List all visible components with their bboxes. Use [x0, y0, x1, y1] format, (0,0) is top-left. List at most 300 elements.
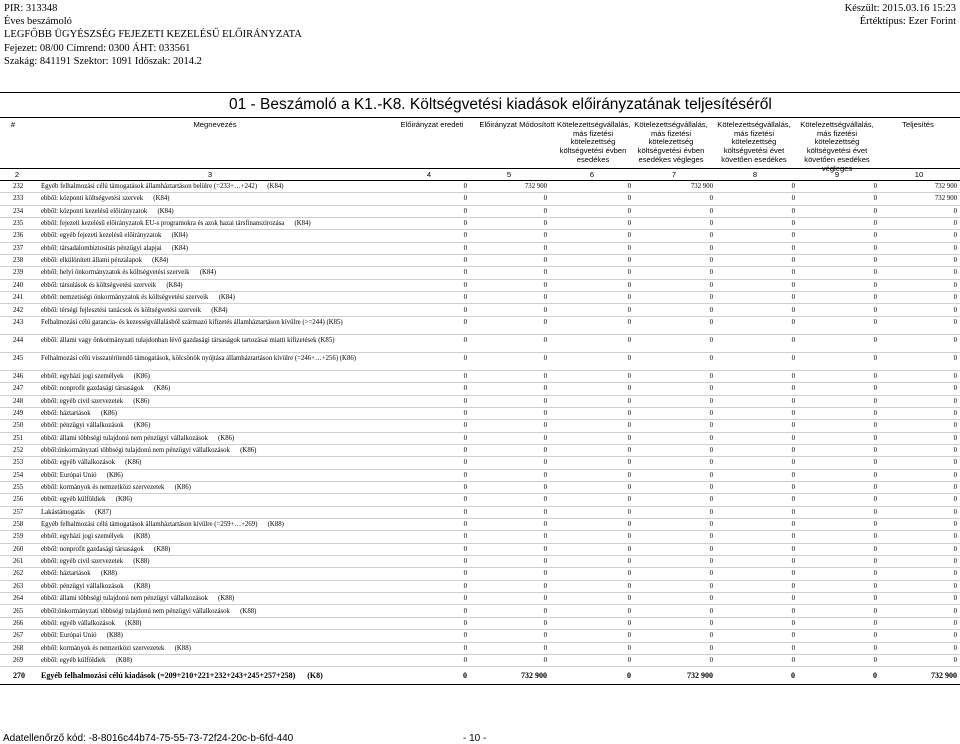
row-value: 0 [953, 582, 957, 590]
row-number: 252 [13, 446, 24, 454]
table-row [0, 643, 960, 655]
row-value: 0 [543, 484, 547, 491]
row-value: 0 [791, 632, 795, 640]
row-value: 0 [463, 545, 467, 553]
row-value: 0 [543, 294, 547, 302]
title-rule [0, 117, 960, 118]
row-value: 0 [953, 207, 957, 215]
row-value: 0 [627, 183, 631, 190]
row-value: 0 [463, 459, 467, 467]
row-number: 261 [13, 558, 24, 566]
row-description: ebből: egyházi jogi személyek (K86) [41, 372, 150, 380]
row-value: 0 [791, 336, 795, 344]
col-number: 7 [671, 170, 677, 179]
row-value: 0 [543, 521, 547, 529]
row-value: 0 [627, 496, 631, 504]
row-value: 0 [873, 582, 877, 590]
row-value: 0 [953, 459, 957, 467]
row-value: 0 [627, 409, 631, 417]
row-value: 0 [709, 336, 713, 344]
table-row [0, 353, 960, 371]
row-value: 0 [543, 336, 547, 344]
row-value: 0 [463, 397, 467, 405]
row-value: 0 [953, 422, 957, 430]
col-number: 4 [426, 170, 432, 179]
table-row [0, 433, 960, 445]
row-value: 0 [463, 644, 467, 652]
table-row [0, 206, 960, 218]
row-value: 0 [463, 434, 467, 442]
row-value: 0 [627, 294, 631, 302]
row-description: ebből: pénzügyi vállalkozások (K88) [41, 582, 151, 590]
row-value: 0 [463, 422, 467, 430]
row-value: 0 [709, 656, 713, 664]
row-value: 0 [463, 354, 467, 362]
row-value: 0 [953, 232, 957, 240]
row-value: 0 [627, 422, 631, 430]
row-value: 0 [627, 220, 631, 228]
row-number: 241 [13, 294, 24, 302]
row-value: 0 [463, 269, 467, 277]
table-row [0, 593, 960, 605]
row-value: 0 [627, 471, 631, 479]
row-value: 0 [791, 354, 795, 362]
row-value: 0 [463, 409, 467, 417]
row-number: 270 [13, 671, 25, 681]
row-value: 0 [543, 496, 547, 504]
row-value: 0 [627, 459, 631, 467]
row-value: 0 [463, 220, 467, 228]
row-description: ebből: helyi önkormányzatok és költségvetési szerveik (K84) [41, 269, 216, 277]
row-number: 255 [13, 484, 24, 491]
row-value: 0 [791, 269, 795, 277]
row-description: ebből: központi kezelésű előirányzatok (K84) [41, 207, 174, 215]
row-value: 0 [953, 558, 957, 566]
row-value: 0 [873, 183, 877, 190]
row-description: ebből: egyéb külföldiek (K86) [41, 496, 132, 504]
table-row [0, 267, 960, 279]
row-description: Egyéb felhalmozási célú kiadások (=209+210+221+232+243+245+257+258) (K8) [41, 671, 323, 681]
row-value: 0 [543, 595, 547, 603]
row-value: 0 [463, 656, 467, 664]
row-value: 0 [543, 318, 547, 326]
row-value: 0 [873, 656, 877, 664]
row-value: 0 [463, 281, 467, 289]
row-value: 0 [543, 385, 547, 393]
row-description: ebből: pénzügyi vállalkozások (K86) [41, 422, 151, 430]
row-value: 0 [791, 619, 795, 627]
row-value: 0 [873, 595, 877, 603]
table-row [0, 193, 960, 205]
table-row [0, 292, 960, 304]
table-row [0, 408, 960, 420]
row-value: 0 [791, 533, 795, 541]
row-value: 0 [791, 471, 795, 479]
row-value: 0 [463, 607, 467, 615]
row-number: 240 [13, 281, 24, 289]
row-description: ebből: társulások és költségvetési szerveik (K84) [41, 281, 183, 289]
row-value: 0 [463, 244, 467, 252]
row-value: 732 900 [690, 183, 713, 190]
row-number: 250 [13, 422, 24, 430]
table-row [0, 568, 960, 580]
row-value: 0 [463, 671, 467, 681]
row-value: 0 [873, 220, 877, 228]
row-value: 0 [463, 372, 467, 380]
row-value: 0 [463, 446, 467, 454]
row-description: ebből: állami vagy önkormányzati tulajdonban lévő gazdasági társaságok tartozásai miatti kifizetések (K85) [41, 336, 335, 344]
row-value: 0 [543, 632, 547, 640]
report-header-left [4, 2, 302, 68]
row-value: 0 [463, 619, 467, 627]
row-value: 0 [463, 257, 467, 265]
row-value: 0 [953, 484, 957, 491]
row-description: ebből: térségi fejlesztési tanácsok és költségvetési szerveik (K84) [41, 306, 228, 314]
row-value: 0 [953, 318, 957, 326]
row-value: 0 [873, 207, 877, 215]
row-value: 0 [543, 446, 547, 454]
table-row [0, 335, 960, 353]
row-value: 0 [543, 533, 547, 541]
col-number: 2 [14, 170, 20, 179]
row-value: 0 [873, 232, 877, 240]
row-value: 0 [543, 434, 547, 442]
row-value: 0 [873, 545, 877, 553]
row-value: 0 [953, 644, 957, 652]
row-value: 0 [953, 570, 957, 578]
table-row [0, 544, 960, 556]
row-value: 0 [953, 446, 957, 454]
row-value: 0 [873, 434, 877, 442]
row-value: 0 [953, 619, 957, 627]
table-row [0, 445, 960, 457]
row-value: 0 [463, 183, 467, 190]
row-value: 0 [709, 632, 713, 640]
row-number: 233 [13, 195, 24, 203]
row-value: 0 [709, 508, 713, 516]
row-value: 0 [791, 232, 795, 240]
row-description: ebből:önkormányzati többségi tulajdonú nem pénzügyi vállalkozások (K88) [41, 607, 257, 615]
row-value: 0 [543, 207, 547, 215]
row-value: 0 [709, 306, 713, 314]
row-value: 0 [953, 533, 957, 541]
row-value: 0 [543, 397, 547, 405]
row-value: 0 [709, 207, 713, 215]
row-value: 0 [543, 619, 547, 627]
row-value: 0 [791, 644, 795, 652]
row-value: 0 [627, 385, 631, 393]
table-row [0, 243, 960, 255]
row-value: 0 [791, 318, 795, 326]
row-value: 0 [791, 183, 795, 190]
row-value: 732 900 [687, 671, 713, 681]
row-value: 0 [953, 471, 957, 479]
row-value: 0 [463, 508, 467, 516]
row-value: 0 [463, 318, 467, 326]
row-value: 0 [627, 570, 631, 578]
table-row [0, 655, 960, 667]
row-value: 0 [791, 607, 795, 615]
table-row [0, 494, 960, 506]
row-description: ebből: egyéb külföldiek (K88) [41, 656, 132, 664]
row-value: 0 [873, 244, 877, 252]
row-value: 0 [463, 232, 467, 240]
row-value: 0 [627, 306, 631, 314]
row-value: 0 [873, 471, 877, 479]
row-value: 0 [709, 294, 713, 302]
row-value: 0 [543, 570, 547, 578]
row-value: 0 [627, 607, 631, 615]
row-value: 0 [791, 422, 795, 430]
row-value: 0 [953, 244, 957, 252]
row-value: 0 [873, 671, 877, 681]
row-number: 242 [13, 306, 24, 314]
row-description: Lakástámogatás (K87) [41, 508, 112, 516]
row-description: ebből: állami többségi tulajdonú nem pénzügyi vállalkozások (K88) [41, 595, 235, 603]
row-value: 0 [791, 257, 795, 265]
row-value: 0 [709, 257, 713, 265]
row-number: 268 [13, 644, 24, 652]
row-value: 0 [791, 220, 795, 228]
row-value: 0 [543, 422, 547, 430]
row-value: 0 [709, 545, 713, 553]
row-value: 0 [463, 570, 467, 578]
row-value: 0 [709, 354, 713, 362]
page-title: 01 - Beszámoló a K1.-K8. Költségvetési kiadások előirányzatának teljesítéséről [229, 96, 772, 113]
row-value: 0 [791, 294, 795, 302]
row-value: 0 [953, 372, 957, 380]
row-value: 0 [953, 434, 957, 442]
pir-id: PIR: 313348 [4, 3, 58, 14]
row-description: Egyéb felhalmozási célú támogatások államháztartáson belülre (=233+…+242) (K84) [41, 183, 284, 190]
row-value: 0 [543, 257, 547, 265]
row-value: 0 [873, 459, 877, 467]
row-description: ebből: háztartások (K86) [41, 409, 118, 417]
row-value: 0 [463, 471, 467, 479]
row-value: 0 [873, 521, 877, 529]
row-value: 0 [543, 582, 547, 590]
row-description: Felhalmozási célú visszatérítendő támogatások, kölcsönök nyújtása államháztartáson kívülre (=246+…+256) (K86) [41, 354, 357, 362]
col-header-hash: # [10, 120, 16, 129]
row-value: 0 [463, 336, 467, 344]
row-value: 0 [627, 558, 631, 566]
row-value: 0 [709, 269, 713, 277]
row-value: 0 [709, 372, 713, 380]
row-value: 0 [627, 372, 631, 380]
row-value: 0 [873, 484, 877, 491]
table-total-row [0, 667, 960, 685]
row-description: ebből:önkormányzati többségi tulajdonú nem pénzügyi vállalkozások (K86) [41, 446, 257, 454]
row-value: 0 [627, 619, 631, 627]
row-value: 0 [873, 294, 877, 302]
row-value: 0 [543, 644, 547, 652]
row-value: 0 [791, 582, 795, 590]
row-value: 0 [873, 570, 877, 578]
col-number: 10 [914, 170, 924, 179]
row-value: 0 [791, 244, 795, 252]
row-value: 0 [791, 484, 795, 491]
row-value: 0 [791, 570, 795, 578]
row-value: 0 [463, 521, 467, 529]
row-value: 0 [953, 257, 957, 265]
row-value: 0 [463, 195, 467, 203]
row-value: 0 [791, 496, 795, 504]
row-number: 263 [13, 582, 24, 590]
row-number: 256 [13, 496, 24, 504]
row-value: 0 [873, 533, 877, 541]
row-value: 0 [873, 281, 877, 289]
row-value: 0 [709, 570, 713, 578]
row-value: 0 [709, 619, 713, 627]
table-row [0, 630, 960, 642]
row-value: 0 [709, 446, 713, 454]
row-value: 0 [709, 471, 713, 479]
row-number: 248 [13, 397, 24, 405]
created-timestamp: Készült: 2015.03.16 15:23 [844, 3, 956, 14]
row-value: 0 [873, 422, 877, 430]
row-value: 0 [953, 306, 957, 314]
row-value: 0 [709, 582, 713, 590]
table-row [0, 305, 960, 317]
row-value: 0 [463, 558, 467, 566]
row-value: 0 [953, 545, 957, 553]
row-description: ebből: egyéb fejezeti kezelésű előirányzatok (K84) [41, 232, 188, 240]
row-description: ebből: egyéb vállalkozások (K86) [41, 459, 142, 467]
row-value: 0 [627, 244, 631, 252]
row-description: ebből: egyéb vállalkozások (K88) [41, 619, 142, 627]
row-value: 0 [463, 582, 467, 590]
row-value: 0 [873, 607, 877, 615]
row-value: 0 [791, 446, 795, 454]
col-number: 3 [207, 170, 213, 179]
row-value: 0 [873, 306, 877, 314]
row-value: 0 [791, 397, 795, 405]
row-value: 0 [709, 409, 713, 417]
row-number: 264 [13, 595, 24, 603]
row-value: 0 [543, 607, 547, 615]
row-number: 269 [13, 656, 24, 664]
row-value: 732 900 [934, 195, 957, 203]
row-value: 0 [627, 521, 631, 529]
row-value: 0 [873, 195, 877, 203]
row-description: ebből: egyéb civil szervezetek (K88) [41, 558, 150, 566]
row-value: 0 [873, 644, 877, 652]
table-row [0, 581, 960, 593]
col-number: 9 [834, 170, 840, 179]
row-value: 0 [709, 644, 713, 652]
row-value: 0 [873, 496, 877, 504]
row-value: 0 [953, 269, 957, 277]
row-number: 265 [13, 607, 24, 615]
row-value: 0 [627, 397, 631, 405]
row-description: ebből: nonprofit gazdasági társaságok (K88) [41, 545, 171, 553]
row-value: 0 [873, 354, 877, 362]
row-value: 0 [709, 521, 713, 529]
table-row [0, 457, 960, 469]
row-value: 0 [543, 656, 547, 664]
table-row [0, 519, 960, 531]
row-value: 0 [627, 434, 631, 442]
row-number: 254 [13, 471, 24, 479]
row-value: 0 [709, 318, 713, 326]
table-row [0, 280, 960, 292]
row-number: 259 [13, 533, 24, 541]
row-value: 0 [463, 385, 467, 393]
row-value: 0 [709, 496, 713, 504]
row-description: ebből: egyéb civil szervezetek (K86) [41, 397, 150, 405]
row-value: 0 [709, 195, 713, 203]
row-number: 257 [13, 508, 24, 516]
row-value: 0 [463, 496, 467, 504]
row-value: 0 [791, 385, 795, 393]
row-value: 0 [791, 434, 795, 442]
row-value: 0 [463, 207, 467, 215]
row-value: 0 [791, 558, 795, 566]
row-value: 0 [709, 459, 713, 467]
row-value: 0 [543, 409, 547, 417]
col-header-c7: Kötelezettségvállalás, más fizetési kötelezettség költségvetési évben esedékes végleges [634, 120, 708, 164]
row-value: 0 [627, 195, 631, 203]
sector-line: Szakág: 841191 Szektor: 1091 Időszak: 2014.2 [4, 55, 202, 67]
row-value: 0 [709, 397, 713, 405]
row-number: 234 [13, 207, 24, 215]
header-rule [0, 168, 960, 169]
row-value: 0 [873, 632, 877, 640]
table-row [0, 317, 960, 335]
row-description: ebből: állami többségi tulajdonú nem pénzügyi vállalkozások (K86) [41, 434, 235, 442]
row-value: 0 [709, 434, 713, 442]
row-value: 0 [543, 232, 547, 240]
col-header-orig: Előirányzat eredeti [400, 120, 464, 129]
table-row [0, 230, 960, 242]
row-value: 0 [543, 558, 547, 566]
row-number: 238 [13, 257, 24, 265]
table-row [0, 470, 960, 482]
row-value: 0 [543, 220, 547, 228]
row-value: 0 [873, 397, 877, 405]
row-value: 0 [873, 446, 877, 454]
report-header-right [845, 2, 956, 28]
table-row [0, 371, 960, 383]
row-number: 244 [13, 336, 24, 344]
row-value: 0 [709, 244, 713, 252]
row-description: ebből: kormányok és nemzetközi szervezetek (K86) [41, 484, 191, 491]
top-rule [0, 92, 960, 93]
col-header-c8: Kötelezettségvállalás, más fizetési kötelezettség költségvetési évet követően esedékes [717, 120, 791, 164]
row-number: 249 [13, 409, 24, 417]
row-description: Felhalmozási célú garancia- és kezességvállalásból származó kifizetés államháztartáson kívülre (>=244) (K85) [41, 318, 343, 326]
row-value: 0 [953, 508, 957, 516]
col-header-c9: Kötelezettségvállalás, más fizetési kötelezettség költségvetési évet követően esedékes végleges [800, 120, 874, 173]
row-value: 0 [627, 207, 631, 215]
row-value: 0 [543, 471, 547, 479]
row-value: 0 [953, 409, 957, 417]
row-value: 0 [873, 508, 877, 516]
row-value: 0 [543, 281, 547, 289]
row-value: 0 [709, 607, 713, 615]
row-description: Egyéb felhalmozási célú támogatások államháztartáson kívülre (=259+…+269) (K88) [41, 521, 284, 529]
col-header-c10: Teljesítés [902, 120, 934, 129]
col-number: 5 [506, 170, 512, 179]
row-value: 0 [953, 607, 957, 615]
row-value: 0 [709, 422, 713, 430]
row-value: 0 [953, 281, 957, 289]
row-value: 732 900 [931, 671, 957, 681]
col-number: 6 [589, 170, 595, 179]
row-value: 0 [953, 521, 957, 529]
row-number: 243 [13, 318, 24, 326]
col-header-mod: Előirányzat Módosított [479, 120, 555, 129]
